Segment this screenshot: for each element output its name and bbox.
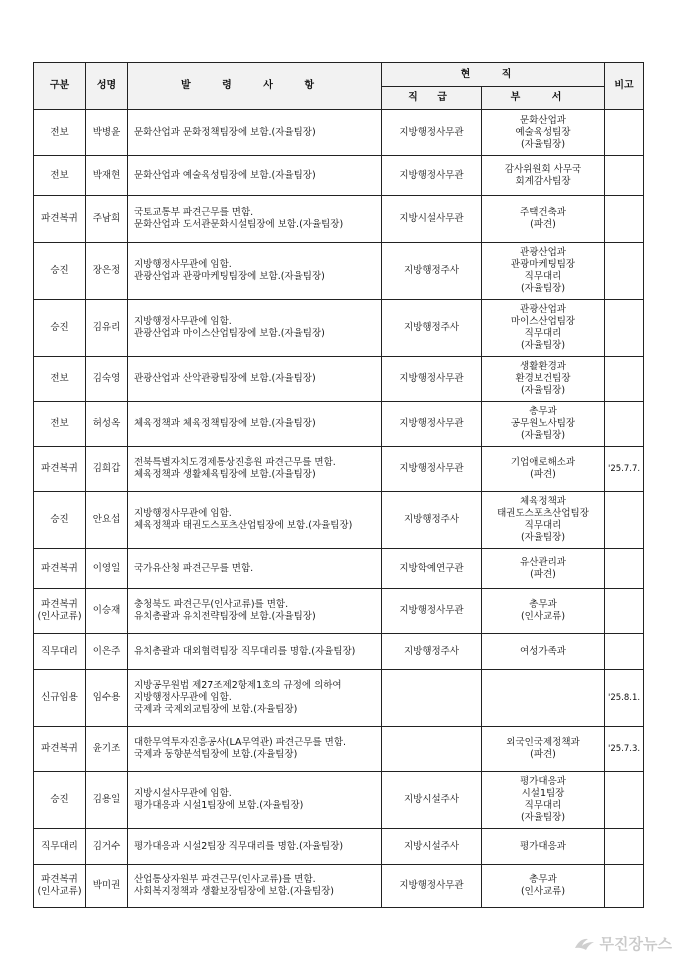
remarks-cell [605, 300, 644, 357]
department-cell [482, 549, 605, 589]
category-cell [34, 589, 86, 634]
department-cell-line: 환경보건팀장 [515, 373, 571, 384]
category-cell-line: 파견복귀 [41, 874, 78, 885]
remarks-cell: '25.7.3. [605, 727, 644, 772]
category-cell-line: 직무대리 [41, 840, 78, 852]
order-cell-line: 지방행정사무관에 임함. [134, 508, 232, 519]
rank-cell: 지방행정주사 [382, 300, 482, 357]
category-cell [34, 829, 86, 865]
department-cell-line: 관광산업과 [520, 304, 566, 315]
rank-cell: 지방학예연구관 [382, 549, 482, 589]
order-cell-line: 지방공무원법 제27조제2항제1호의 규정에 의하여 [134, 680, 342, 691]
category-cell-line: 승진 [50, 322, 69, 333]
rank-cell: 지방행정사무관 [382, 156, 482, 196]
table-row [34, 156, 644, 196]
department-cell-line: (자율팀장) [520, 532, 566, 543]
rank-cell: 지방행정사무관 [382, 110, 482, 156]
remarks-cell [605, 243, 644, 300]
order-cell [128, 300, 382, 357]
department-cell [482, 670, 605, 727]
department-cell-line: 태권도스포츠산업팀장 [497, 508, 589, 519]
order-cell [128, 110, 382, 156]
department-cell-line: 회계감사팀장 [515, 175, 571, 187]
department-cell [482, 300, 605, 357]
order-cell-line: 문화산업과 도서관문화시설팀장에 보함.(자율팀장) [134, 219, 344, 230]
header-order [128, 63, 382, 110]
department-cell-line: 평가대응과 [520, 776, 566, 787]
category-cell-line: 전보 [50, 373, 69, 384]
table-row [34, 829, 644, 865]
name-cell: 박재현 [86, 156, 128, 196]
header-current-text: 현 직 [460, 68, 526, 80]
name-cell: 김유리 [86, 300, 128, 357]
department-cell-line: 직무대리 [524, 800, 562, 811]
department-cell-line: 예술육성팀장 [515, 126, 571, 138]
department-cell-line: 직무대리 [524, 271, 562, 282]
department-cell-line: (자율팀장) [520, 385, 566, 396]
order-cell-line: 국제과 동향분석팀장에 보함.(자율팀장) [134, 749, 298, 760]
order-cell-line: 관광산업과 산악관광팀장에 보함.(자율팀장) [134, 373, 316, 384]
header-rank [382, 87, 482, 110]
remarks-cell [605, 196, 644, 243]
department-cell [482, 110, 605, 156]
header-department [482, 87, 605, 110]
table-row [34, 110, 644, 156]
name-cell: 박병윤 [86, 110, 128, 156]
order-cell-line: 사회복지정책과 생활보장팀장에 보함.(자율팀장) [134, 886, 335, 897]
department-cell-line: (파견) [530, 749, 556, 760]
name-cell: 김희갑 [86, 447, 128, 492]
rank-cell: 지방행정사무관 [382, 357, 482, 402]
rank-cell [382, 727, 482, 772]
department-cell-line: 관광산업과 [520, 247, 566, 258]
department-cell-line: 총무과 [529, 874, 557, 885]
rank-cell: 지방행정사무관 [382, 589, 482, 634]
name-cell: 임수용 [86, 670, 128, 727]
order-cell-line: 체육정책과 태권도스포츠산업팀장에 보함.(자율팀장) [134, 520, 353, 531]
department-cell-line: 시설1팀장 [521, 788, 565, 799]
department-cell [482, 634, 605, 670]
table-row [34, 447, 644, 492]
order-cell-line: 문화산업과 문화정책팀장에 보함.(자율팀장) [134, 126, 316, 138]
remarks-cell [605, 492, 644, 549]
table-body [34, 110, 644, 908]
name-cell: 김거수 [86, 829, 128, 865]
order-cell-line: 평가대응과 시설1팀장에 보함.(자율팀장) [134, 800, 304, 811]
order-cell-line: 국가유산청 파견근무를 면함. [134, 562, 254, 574]
order-cell-line: 관광산업과 관광마케팅팀장에 보함.(자율팀장) [134, 271, 325, 282]
category-cell-line: 승진 [50, 514, 69, 525]
header-name: 성명 [86, 63, 128, 110]
order-cell-line: 지방행정사무관에 임함. [134, 692, 232, 703]
table-row [34, 549, 644, 589]
department-cell [482, 865, 605, 908]
rank-cell: 지방시설주사 [382, 829, 482, 865]
order-cell-line: 국제과 국제외교팀장에 보함.(자율팀장) [134, 704, 298, 715]
order-cell [128, 243, 382, 300]
category-cell [34, 357, 86, 402]
order-cell [128, 156, 382, 196]
department-cell-line: 유산관리과 [520, 556, 566, 568]
table-row [34, 402, 644, 447]
category-cell-line: 승진 [50, 265, 69, 276]
name-cell: 김용일 [86, 772, 128, 829]
department-cell [482, 829, 605, 865]
order-cell [128, 772, 382, 829]
order-cell [128, 727, 382, 772]
order-cell-line: 유치총괄과 대외협력팀장 직무대리를 명함.(자율팀장) [134, 645, 356, 657]
department-cell-line: 감사위원회 사무국 [504, 163, 582, 175]
name-cell: 박미권 [86, 865, 128, 908]
category-cell-line: 전보 [50, 169, 69, 181]
department-cell-line: (자율팀장) [520, 283, 566, 294]
order-cell-line: 대한무역투자진흥공사(LA무역관) 파견근무를 면함. [134, 737, 347, 748]
department-cell-line: (자율팀장) [520, 430, 566, 441]
watermark [574, 933, 672, 954]
category-cell-line: 직무대리 [41, 645, 78, 657]
category-cell-line: 파견복귀 [41, 463, 78, 474]
department-cell [482, 492, 605, 549]
name-cell: 주남희 [86, 196, 128, 243]
order-cell-line: 지방행정사무관에 임함. [134, 316, 232, 327]
department-cell-line: 여성가족과 [520, 645, 566, 657]
category-cell-line: 신규임용 [41, 692, 78, 703]
remarks-cell [605, 402, 644, 447]
table-row [34, 300, 644, 357]
category-cell-line: 파견복귀 [41, 743, 78, 754]
department-cell [482, 402, 605, 447]
order-cell [128, 447, 382, 492]
department-cell-line: (파견) [530, 219, 556, 230]
rank-cell: 지방행정주사 [382, 492, 482, 549]
department-cell [482, 772, 605, 829]
name-cell: 이승재 [86, 589, 128, 634]
table-row [34, 357, 644, 402]
table-row [34, 634, 644, 670]
table-row [34, 865, 644, 908]
table-row [34, 772, 644, 829]
table-row [34, 727, 644, 772]
department-cell-line: 마이스산업팀장 [510, 316, 576, 327]
remarks-cell [605, 634, 644, 670]
order-cell-line: 관광산업과 마이스산업팀장에 보함.(자율팀장) [134, 328, 325, 339]
header-category: 구분 [34, 63, 86, 110]
table-row [34, 670, 644, 727]
table-row [34, 492, 644, 549]
category-cell [34, 196, 86, 243]
name-cell: 김숙영 [86, 357, 128, 402]
department-cell-line: (인사교류) [520, 886, 566, 897]
order-cell [128, 829, 382, 865]
category-cell [34, 156, 86, 196]
category-cell [34, 243, 86, 300]
watermark-text: 무진장뉴스 [599, 935, 672, 953]
department-cell-line: 평가대응과 [520, 840, 566, 852]
department-cell-line: 주택건축과 [520, 207, 566, 218]
category-cell [34, 634, 86, 670]
order-cell [128, 865, 382, 908]
department-cell-line: (인사교류) [520, 611, 566, 622]
remarks-cell [605, 772, 644, 829]
department-cell-line: (파견) [530, 469, 556, 480]
remarks-cell [605, 549, 644, 589]
department-cell [482, 447, 605, 492]
order-cell-line: 평가대응과 시설2팀장 직무대리를 명함.(자율팀장) [134, 840, 344, 852]
name-cell: 허성옥 [86, 402, 128, 447]
order-cell [128, 589, 382, 634]
header-department-text: 부 서 [510, 92, 576, 103]
order-cell [128, 402, 382, 447]
category-cell [34, 727, 86, 772]
order-cell-line: 지방시설사무관에 임함. [134, 788, 232, 799]
header-rank-text: 직 급 [408, 92, 455, 103]
department-cell [482, 156, 605, 196]
order-cell-line: 산업통상자원부 파견근무(인사교류)를 면함. [134, 874, 316, 885]
order-cell-line: 충청북도 파견근무(인사교류)를 면함. [134, 599, 289, 610]
department-cell-line: 총무과 [529, 599, 557, 610]
department-cell-line: (파견) [530, 568, 556, 580]
rank-cell: 지방시설주사 [382, 772, 482, 829]
name-cell: 이은주 [86, 634, 128, 670]
department-cell [482, 243, 605, 300]
rank-cell: 지방행정사무관 [382, 402, 482, 447]
department-cell [482, 589, 605, 634]
department-cell [482, 196, 605, 243]
department-cell-line: 외국인국제정책과 [506, 737, 580, 748]
rank-cell: 지방시설사무관 [382, 196, 482, 243]
category-cell [34, 300, 86, 357]
category-cell-line: 승진 [50, 794, 69, 805]
department-cell-line: 기업애로해소과 [510, 457, 576, 468]
rank-cell: 지방행정주사 [382, 634, 482, 670]
rank-cell: 지방행정사무관 [382, 447, 482, 492]
category-cell [34, 670, 86, 727]
category-cell-line: 파견복귀 [41, 562, 78, 574]
remarks-cell [605, 829, 644, 865]
category-cell [34, 549, 86, 589]
order-cell-line: 전북특별자치도경제통상진흥원 파견근무를 면함. [134, 457, 336, 468]
category-cell [34, 492, 86, 549]
table-row [34, 243, 644, 300]
order-cell-line: 체육정책과 생활체육팀장에 보함.(자율팀장) [134, 469, 316, 480]
table-row [34, 196, 644, 243]
header-remarks: 비고 [605, 63, 644, 110]
order-cell [128, 492, 382, 549]
order-cell-line: 체육정책과 체육정책팀장에 보함.(자율팀장) [134, 418, 316, 429]
category-cell [34, 447, 86, 492]
category-cell [34, 865, 86, 908]
appointment-table [33, 62, 644, 908]
rank-cell: 지방행정주사 [382, 243, 482, 300]
department-cell-line: 체육정책과 [520, 496, 566, 507]
header-order-text: 발 령 사 항 [180, 80, 329, 91]
department-cell-line: 관광마케팅팀장 [510, 259, 576, 270]
rank-cell: 지방행정사무관 [382, 865, 482, 908]
order-cell-line: 유치총괄과 유치전략팀장에 보함.(자율팀장) [134, 611, 316, 622]
remarks-cell: '25.8.1. [605, 670, 644, 727]
department-cell-line: (자율팀장) [520, 138, 566, 150]
department-cell-line: 문화산업과 [520, 114, 566, 126]
remarks-cell [605, 110, 644, 156]
remarks-cell [605, 865, 644, 908]
header-current [382, 63, 605, 87]
order-cell [128, 549, 382, 589]
wing-logo-icon [574, 936, 596, 952]
name-cell: 이영일 [86, 549, 128, 589]
order-cell-line: 문화산업과 예술육성팀장에 보함.(자율팀장) [134, 169, 316, 181]
category-cell [34, 402, 86, 447]
department-cell-line: (자율팀장) [520, 812, 566, 823]
order-cell [128, 670, 382, 727]
order-cell [128, 634, 382, 670]
name-cell: 안요섭 [86, 492, 128, 549]
name-cell: 장은정 [86, 243, 128, 300]
department-cell-line: 총무과 [529, 406, 557, 417]
department-cell-line: (자율팀장) [520, 340, 566, 351]
order-cell [128, 196, 382, 243]
category-cell-line: 파견복귀 [41, 213, 78, 224]
remarks-cell: '25.7.7. [605, 447, 644, 492]
department-cell [482, 357, 605, 402]
category-cell-line: 파견복귀 [41, 599, 78, 610]
remarks-cell [605, 156, 644, 196]
name-cell: 윤기조 [86, 727, 128, 772]
category-cell [34, 772, 86, 829]
order-cell-line: 국토교통부 파견근무를 면함. [134, 207, 254, 218]
rank-cell [382, 670, 482, 727]
department-cell [482, 727, 605, 772]
category-cell-line: 전보 [50, 126, 69, 138]
remarks-cell [605, 589, 644, 634]
category-cell-line: 전보 [50, 418, 69, 429]
remarks-cell [605, 357, 644, 402]
department-cell-line: 직무대리 [524, 328, 562, 339]
table-row [34, 589, 644, 634]
order-cell-line: 지방행정사무관에 임함. [134, 259, 232, 270]
department-cell-line: 공무원노사팀장 [510, 418, 576, 429]
appointment-sheet [33, 62, 643, 908]
table-header [34, 63, 644, 110]
order-cell [128, 357, 382, 402]
category-cell-line: (인사교류) [37, 611, 82, 622]
category-cell [34, 110, 86, 156]
category-cell-line: (인사교류) [37, 886, 82, 897]
department-cell-line: 생활환경과 [520, 361, 566, 372]
department-cell-line: 직무대리 [524, 520, 562, 531]
